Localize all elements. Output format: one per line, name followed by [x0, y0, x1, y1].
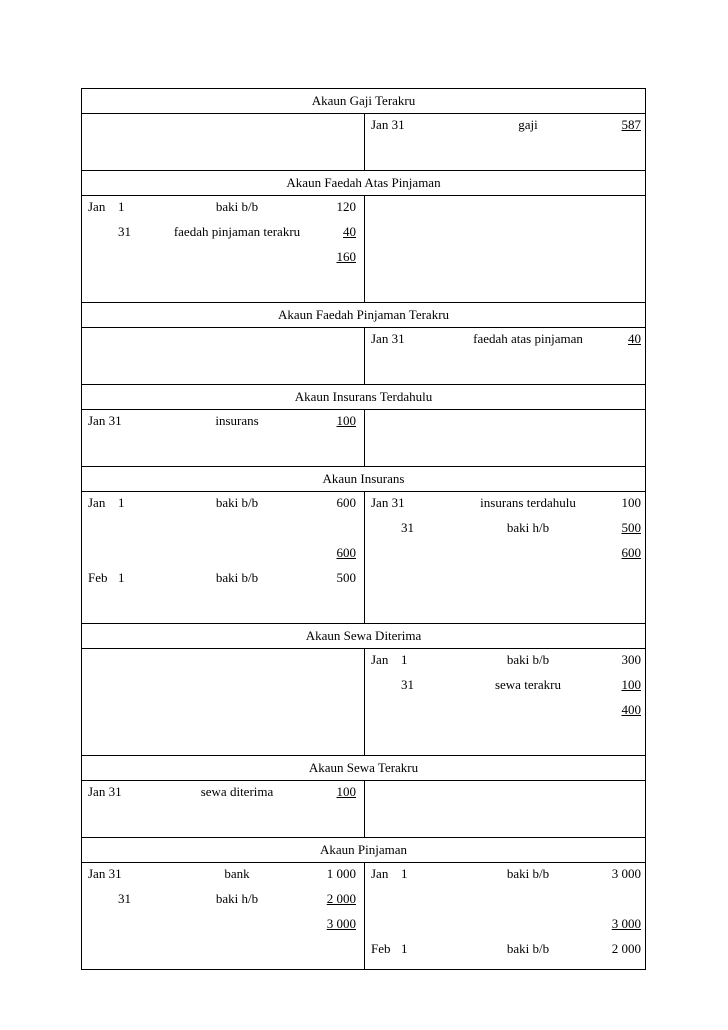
entry-day: 31 [401, 677, 414, 692]
entry-amount: 500 [621, 520, 641, 535]
entry-day: 1 [118, 570, 125, 585]
entry-amount: 100 [621, 495, 641, 510]
account-body [82, 491, 645, 623]
entry-amount: 3 000 [611, 866, 641, 881]
credit-side [365, 865, 647, 965]
account-title: Akaun Sewa Terakru [82, 755, 645, 780]
debit-entry-row [82, 783, 364, 808]
entry-amount: 300 [621, 652, 641, 667]
entry-description: sewa diterima [200, 784, 274, 799]
credit-entry-row [365, 494, 647, 519]
debit-side [82, 783, 364, 808]
credit-entry-row [365, 544, 647, 569]
entry-description: bank [224, 866, 250, 881]
credit-entry-row [365, 915, 647, 940]
ledger-account [82, 466, 645, 623]
account-title: Akaun Pinjaman [82, 837, 645, 862]
credit-side [365, 116, 647, 141]
debit-entry-row [82, 890, 364, 915]
entry-description: insurans terdahulu [480, 495, 576, 510]
account-title: Akaun Insurans Terdahulu [82, 384, 645, 409]
debit-entry-row [82, 198, 364, 223]
credit-entry-row [365, 890, 647, 915]
entry-day: 1 [401, 941, 408, 956]
entry-amount: 2 000 [611, 941, 641, 956]
account-title: Akaun Faedah Atas Pinjaman [82, 170, 645, 195]
debit-side [82, 412, 364, 437]
entry-description: baki h/b [215, 891, 259, 906]
debit-side [82, 494, 364, 594]
account-title: Akaun Sewa Diterima [82, 623, 645, 648]
entry-description: baki b/b [506, 941, 550, 956]
entry-day: 31 [118, 224, 131, 239]
debit-entry-row [82, 915, 364, 940]
entry-amount: 3 000 [611, 916, 641, 931]
debit-entry-row [82, 412, 364, 437]
entry-date: Jan [371, 652, 389, 667]
entry-amount: 100 [336, 413, 356, 428]
entry-day: 1 [401, 866, 408, 881]
entry-amount: 3 000 [326, 916, 356, 931]
credit-side [365, 651, 647, 726]
debit-side [82, 865, 364, 940]
ledger-table [81, 88, 646, 970]
account-title: Akaun Faedah Pinjaman Terakru [82, 302, 645, 327]
entry-description: gaji [518, 117, 538, 132]
entry-amount: 1 000 [326, 866, 356, 881]
entry-description: faedah atas pinjaman [473, 331, 583, 346]
credit-side [365, 494, 647, 569]
ledger-account [82, 755, 645, 837]
entry-amount: 587 [621, 117, 641, 132]
ledger-account [82, 302, 645, 384]
ledger-account [82, 837, 645, 969]
entry-day: 31 [401, 520, 414, 535]
entry-description: baki b/b [506, 652, 550, 667]
ledger-account [82, 384, 645, 466]
entry-amount: 2 000 [326, 891, 356, 906]
entry-amount: 600 [621, 545, 641, 560]
account-body [82, 780, 645, 837]
entry-date: Jan 31 [371, 495, 405, 510]
credit-entry-row [365, 651, 647, 676]
entry-description: baki b/b [506, 866, 550, 881]
credit-entry-row [365, 940, 647, 965]
entry-day: 1 [118, 199, 125, 214]
entry-date: Jan 31 [88, 413, 122, 428]
debit-side [82, 198, 364, 273]
entry-description: baki b/b [215, 199, 259, 214]
entry-description: baki b/b [215, 495, 259, 510]
entry-date: Jan 31 [88, 866, 122, 881]
account-body [82, 113, 645, 170]
entry-date: Jan [371, 866, 389, 881]
account-body [82, 327, 645, 384]
debit-entry-row [82, 248, 364, 273]
debit-entry-row [82, 494, 364, 519]
column-divider [364, 410, 365, 466]
debit-entry-row [82, 544, 364, 569]
credit-entry-row [365, 676, 647, 701]
entry-description: sewa terakru [494, 677, 562, 692]
credit-side [365, 330, 647, 355]
credit-entry-row [365, 701, 647, 726]
entry-description: faedah pinjaman terakru [173, 224, 301, 239]
entry-amount: 400 [621, 702, 641, 717]
credit-entry-row [365, 330, 647, 355]
entry-amount: 600 [336, 495, 356, 510]
account-body [82, 862, 645, 969]
entry-date: Jan 31 [371, 331, 405, 346]
column-divider [364, 196, 365, 302]
entry-date: Jan 31 [371, 117, 405, 132]
entry-description: baki h/b [506, 520, 550, 535]
account-body [82, 648, 645, 755]
entry-date: Jan 31 [88, 784, 122, 799]
entry-amount: 600 [336, 545, 356, 560]
credit-entry-row [365, 865, 647, 890]
entry-date: Feb [88, 570, 108, 585]
entry-amount: 40 [628, 331, 641, 346]
account-title: Akaun Insurans [82, 466, 645, 491]
ledger-account [82, 89, 645, 170]
account-body [82, 195, 645, 302]
entry-description: insurans [215, 413, 259, 428]
entry-day: 31 [118, 891, 131, 906]
entry-day: 1 [401, 652, 408, 667]
entry-description: baki b/b [215, 570, 259, 585]
entry-amount: 100 [336, 784, 356, 799]
account-body [82, 409, 645, 466]
debit-entry-row [82, 519, 364, 544]
entry-amount: 160 [336, 249, 356, 264]
entry-date: Jan [88, 199, 106, 214]
column-divider [364, 781, 365, 837]
entry-date: Feb [371, 941, 391, 956]
entry-amount: 500 [336, 570, 356, 585]
entry-amount: 120 [336, 199, 356, 214]
account-title: Akaun Gaji Terakru [311, 93, 416, 108]
entry-amount: 100 [621, 677, 641, 692]
credit-entry-row [365, 116, 647, 141]
entry-date: Jan [88, 495, 106, 510]
debit-entry-row [82, 569, 364, 594]
entry-amount: 40 [343, 224, 356, 239]
debit-entry-row [82, 223, 364, 248]
debit-entry-row [82, 865, 364, 890]
credit-entry-row [365, 519, 647, 544]
entry-day: 1 [118, 495, 125, 510]
ledger-account [82, 623, 645, 755]
ledger-account [82, 170, 645, 302]
